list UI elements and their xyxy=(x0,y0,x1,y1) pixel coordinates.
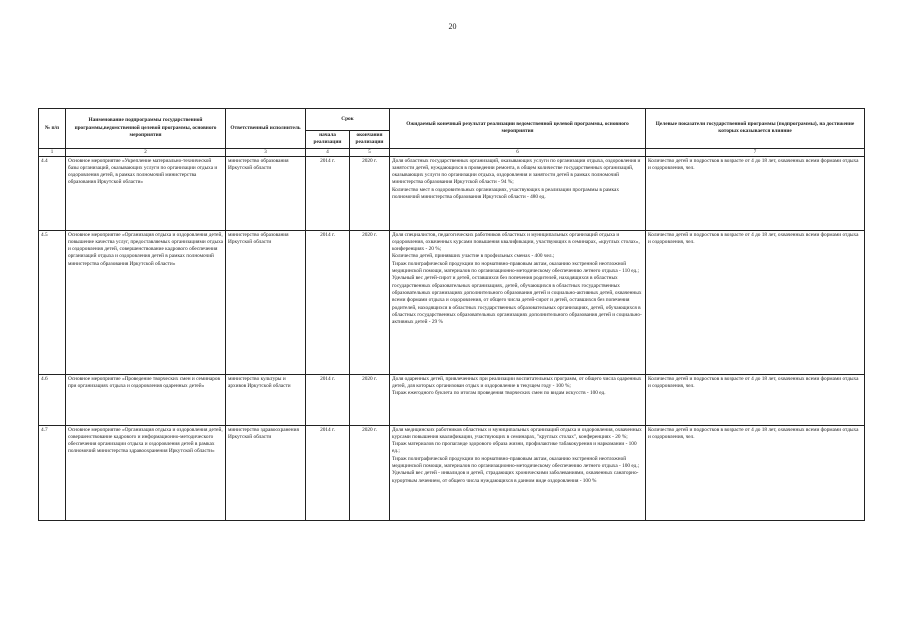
result-line: Тираж материалов по пропаганде здорового образа жизни, профилактике табакокурения и наркомании - 100 ед.; xyxy=(392,441,637,455)
header-term-end: окончания реализации xyxy=(350,131,390,149)
header-num: № п/п xyxy=(39,109,66,149)
col-number: 5 xyxy=(350,148,390,156)
row-start: 2014 г. xyxy=(306,425,350,520)
result-line: Количество мест в оздоровительных организациях, участвующих в реализации программы в рамках полномочий министерства образования Иркутской области - 480 ед. xyxy=(392,186,620,201)
result-line: Доля одаренных детей, привлеченных при реализации воспитательных программ, от общего числа одаренных детей, для которых организован отдых и оздоровление в текущем году - 100 %; xyxy=(392,375,642,389)
row-result xyxy=(390,425,646,520)
result-line: Удельный вес детей-сирот и детей, оставшихся без попечения родителей, находящихся в областных государственных образовательных организациях, детей, обучающихся в областных государственных образовательных организациях дополнительного образования детей и социально-активных детей, охваченных всеми формами отдыха и оздоровления, от общего числа детей-сирот и детей, оставшихся без попечения родителей, находящихся в областных государственных образовательных организациях, детей, обучающихся в областных государственных образовательных организациях дополнительного образования детей и социально-активных детей - 29 % xyxy=(392,275,642,326)
result-line: Доля медицинских работников областных и муниципальных организаций отдыха и оздоровления, охваченных курсами повышения квалификации, участвующих в семинарах, "круглых столах", конференциях - 20 %; xyxy=(392,426,642,440)
header-executor: Ответственный исполнитель xyxy=(226,109,306,149)
row-indicators: Количество детей и подростков в возрасте от 4 до 18 лет, охваченных всеми формами отдыха и оздоровления, чел. xyxy=(646,374,865,425)
row-executor: министерство культуры и архивов Иркутской области xyxy=(226,374,306,425)
row-indicators: Количество детей и подростков в возрасте от 4 до 18 лет, охваченных всеми формами отдыха и оздоровления, чел. xyxy=(646,156,865,230)
row-start: 2014 г. xyxy=(306,230,350,374)
result-line: Тираж полиграфической продукции по нормативно-правовым актам, оказанию экстренной неотложной медицинской помощи, материалов по организационно-методическому обеспечению летнего отдыха - 100 ед.; xyxy=(392,455,640,470)
header-name: Наименование подпрограммы государственной программы,ведомственной целевой программы, основного мероприятия xyxy=(66,109,226,149)
result-line: Доля специалистов, педагогических работников областных и муниципальных организаций отдыха и оздоровления, охваченных курсами повышения квалификации, участвующих в семинарах, «круглых столах», конференциях - 20 %; xyxy=(392,231,640,253)
row-executor: министерство образования Иркутской области xyxy=(226,156,306,230)
row-name: Основное мероприятие «Организация отдыха и оздоровления детей, совершенствование кадрового и информационно-методического обеспечения организации отдыха и оздоровления детей в рамках полномочий министерства здравоохранения Иркутской области» xyxy=(66,425,226,520)
result-line: Количество детей, принявших участие в профильных сменах - 400 чел.; xyxy=(392,253,555,260)
row-num: 4.5 xyxy=(39,230,66,374)
table-row xyxy=(39,230,865,374)
page-number: 20 xyxy=(448,22,457,31)
row-result xyxy=(390,156,646,230)
table-row xyxy=(39,156,865,230)
row-indicators: Количество детей и подростков в возрасте от 4 до 18 лет, охваченных всеми формами отдыха и оздоровления, чел. xyxy=(646,425,865,520)
row-indicators: Количество детей и подростков в возрасте от 4 до 18 лет, охваченных всеми формами отдыха и оздоровления, чел. xyxy=(646,230,865,374)
row-end: 2020 г. xyxy=(350,425,390,520)
row-result xyxy=(390,374,646,425)
row-result xyxy=(390,230,646,374)
row-end: 2020 г. xyxy=(350,230,390,374)
row-end: 2020 г. xyxy=(350,374,390,425)
row-executor: министерство здравоохранения Иркутской области xyxy=(226,425,306,520)
col-number: 2 xyxy=(66,148,226,156)
row-name: Основное мероприятие «Проведение творческих смен и семинаров при организациях отдыха и оздоровления одаренных детей» xyxy=(66,374,226,425)
row-num: 4.4 xyxy=(39,156,66,230)
result-line: Тираж полиграфической продукции по нормативно-правовым актам, оказанию экстренной неотложной медицинской помощи, материалов по организационно-методическому обеспечению летнего отдыха - 110 ед.; xyxy=(392,260,639,275)
result-line: Доля областных государственных организаций, оказывающих услуги по организации отдыха, оздоровления и занятости детей, нуждающихся в проведении ремонта, в общем количестве государственных организаций, оказывающих услуги по организации отдыха, оздоровления и занятости детей в рамках полномочий министерства образования Иркутской области - 94 %; xyxy=(392,157,641,186)
row-start: 2014 г. xyxy=(306,374,350,425)
header-term: Срок xyxy=(306,109,390,131)
program-measures-table xyxy=(38,108,865,521)
col-number: 1 xyxy=(39,148,66,156)
row-start: 2014 г. xyxy=(306,156,350,230)
result-line: Удельный вес детей - инвалидов и детей, страдающих хроническими заболеваниями, охваченных санаторно-курортным лечением, от общего числа нуждающихся в данном виде оздоровления - 100 % xyxy=(392,470,639,484)
row-executor: министерство образования Иркутской области xyxy=(226,230,306,374)
column-number-row xyxy=(39,148,865,156)
table-row xyxy=(39,425,865,520)
row-num: 4.7 xyxy=(39,425,66,520)
header-result: Ожидаемый конечный результат реализации ведомственной целевой программы, основного мероприятия xyxy=(390,109,646,149)
header-indicators: Целевые показатели государственной программы (подпрограммы), на достижение которых оказывается влияние xyxy=(646,109,865,149)
row-end: 2020 г. xyxy=(350,156,390,230)
table-header-row xyxy=(39,109,865,131)
row-name: Основное мероприятие «Организация отдыха и оздоровления детей, повышение качества услуг, предоставляемых организациями отдыха и оздоровления детей, совершенствование кадрового обеспечения организаций отдыха и оздоровления детей в рамках полномочий министерства образования Иркутской области» xyxy=(66,230,226,374)
col-number: 4 xyxy=(306,148,350,156)
row-name: Основное мероприятие «Укрепление материально-технической базы организаций, оказывающих услуги по организации отдыха и оздоровления детей, в рамках полномочий министерства образования Иркутской области» xyxy=(66,156,226,230)
col-number: 7 xyxy=(646,148,865,156)
table-row xyxy=(39,374,865,425)
col-number: 6 xyxy=(390,148,646,156)
col-number: 3 xyxy=(226,148,306,156)
result-line: Тираж ежегодного буклета по итогам проведения творческих смен по видам искусств - 100 ед. xyxy=(392,390,606,397)
row-num: 4.6 xyxy=(39,374,66,425)
header-term-start: начала реализации xyxy=(306,131,350,149)
